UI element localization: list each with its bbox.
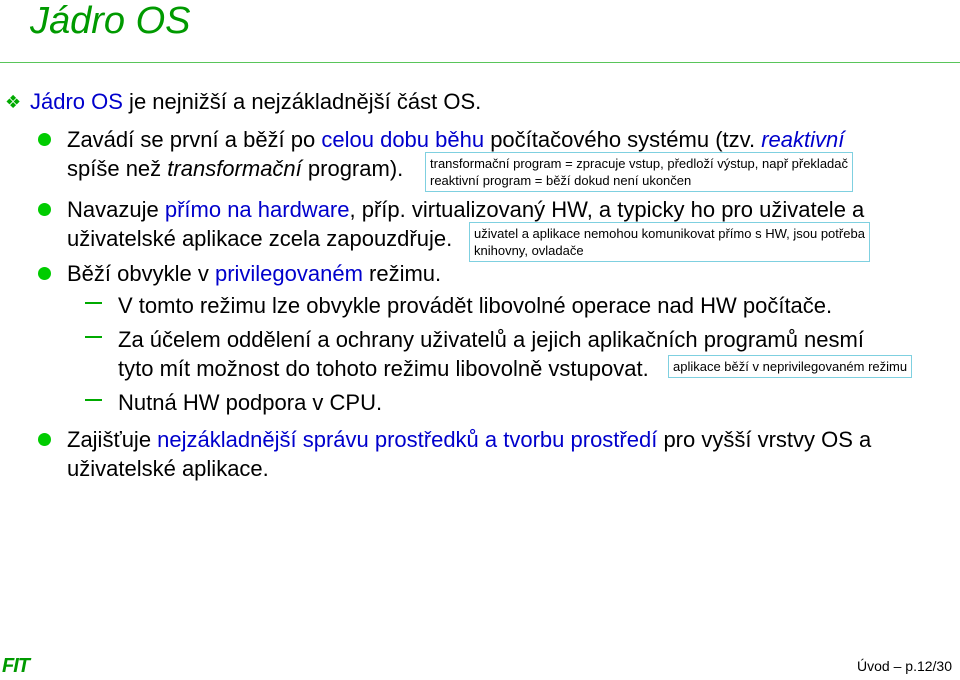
title-divider: [0, 62, 960, 63]
note-line: transformační program = zpracuje vstup, předloží výstup, např překladač: [430, 156, 849, 171]
fit-logo: FIT: [2, 655, 29, 677]
bullet-1-term-transform: transformační: [167, 156, 302, 181]
subitem-2-line-1: Za účelem oddělení a ochrany uživatelů a jejich aplikačních programů nesmí: [118, 327, 864, 352]
note-line: reaktivní program = běží dokud není ukončen: [430, 173, 692, 188]
bullet-4-line-1: [67, 427, 871, 453]
bullet-4-text: Zajišťuje: [67, 427, 158, 452]
bullet-dot-icon: [38, 203, 51, 216]
bullet-dot-icon: [38, 267, 51, 280]
note-line: aplikace běží v neprivilegovaném režimu: [673, 359, 908, 374]
bullet-dot-icon: [38, 433, 51, 446]
bullet-1-line-1: [67, 127, 844, 153]
bullet-4-highlight: nejzákladnější správu prostředků a tvorbu prostředí: [157, 427, 658, 452]
dash-bullet-icon: [85, 302, 102, 304]
bullet-1-line-2: [67, 156, 403, 182]
bullet-4-line-2: uživatelské aplikace.: [67, 456, 269, 481]
bullet-3-line: [67, 261, 441, 287]
bullet-1-text-2: počítačového systému (tzv.: [484, 127, 762, 152]
note-line: knihovny, ovladače: [474, 243, 584, 258]
bullet-1-term-reactive: reaktivní: [761, 127, 845, 152]
subitem-3: Nutná HW podpora v CPU.: [118, 390, 383, 415]
bullet-dot-icon: [38, 133, 51, 146]
bullet-3-text: Běží obvykle v: [67, 261, 215, 286]
dash-bullet-icon: [85, 336, 102, 338]
intro-line: [30, 89, 481, 115]
intro-text: je nejnižší a nejzákladnější část OS.: [122, 89, 482, 114]
note-unprivileged: [668, 355, 912, 378]
dash-bullet-icon: [85, 399, 102, 401]
slide-title: Jádro OS: [30, 0, 191, 42]
subitem-1: V tomto režimu lze obvykle provádět libovolné operace nad HW počítače.: [118, 293, 833, 318]
note-line: uživatel a aplikace nemohou komunikovat přímo s HW, jsou potřeba: [474, 226, 865, 241]
intro-term: Jádro OS: [30, 89, 123, 114]
diamond-bullet-icon: ❖: [5, 92, 22, 112]
bullet-1-text-3: spíše než: [67, 156, 168, 181]
bullet-2-text: Navazuje: [67, 197, 165, 222]
bullet-3-text-2: režimu.: [362, 261, 442, 286]
page-indicator: Úvod – p.12/30: [857, 658, 952, 674]
bullet-2-text-2: , příp. virtualizovaný HW, a typicky ho pro uživatele a: [349, 197, 865, 222]
bullet-1-highlight: celou dobu běhu: [321, 127, 485, 152]
bullet-4-text-2: pro vyšší vrstvy OS a: [657, 427, 872, 452]
bullet-1-text: Zavádí se první a běží po: [67, 127, 322, 152]
bullet-1-text-4: program).: [301, 156, 404, 181]
bullet-2-highlight: přímo na hardware: [164, 197, 350, 222]
note-hw-access: [469, 222, 870, 262]
bullet-2-line-2: uživatelské aplikace zcela zapouzdřuje.: [67, 226, 453, 251]
bullet-2-line-1: [67, 197, 864, 223]
note-program-types: [425, 152, 853, 192]
bullet-3-highlight: privilegovaném: [214, 261, 363, 286]
subitem-2-line-2: tyto mít možnost do tohoto režimu libovolně vstupovat.: [118, 356, 649, 381]
